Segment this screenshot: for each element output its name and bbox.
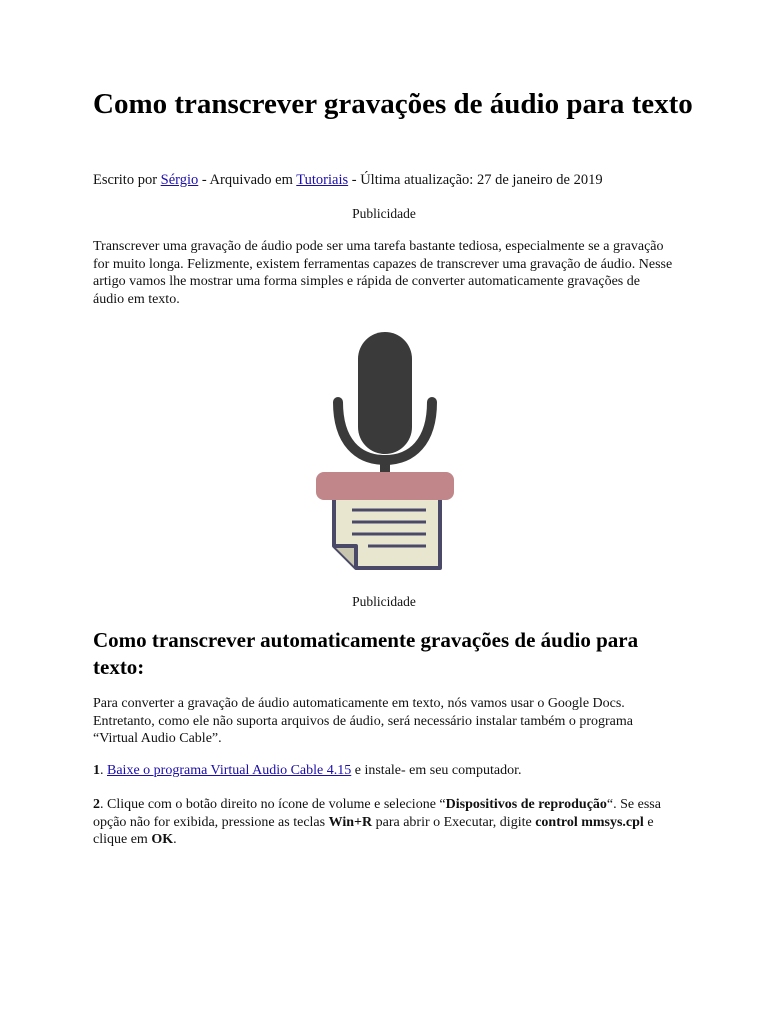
download-virtual-audio-cable-link[interactable]: Baixe o programa Virtual Audio Cable 4.15 — [107, 763, 352, 778]
step-2-text-4: e clique em — [93, 814, 654, 847]
win-r-shortcut: Win+R — [328, 814, 373, 830]
step-1-number: 1 — [93, 763, 100, 778]
ok-label: OK — [151, 832, 174, 847]
step-2-text-5: . — [173, 832, 177, 847]
microphone-document-icon — [312, 330, 458, 579]
ad-label-2: Publicidade — [352, 594, 416, 609]
article-title: Como transcrever gravações de áudio para texto — [93, 88, 693, 120]
intro-paragraph: Transcrever uma gravação de áudio pode ser uma tarefa bastante tediosa, especialmente se a gravação for muito longa. Felizmente, existem ferramentas capazes de transcrever uma gravação de áudio. Nesse artigo vamos lhe mostrar uma forma simples e rápida de converter automaticamente gravações de áudio em texto. — [93, 239, 673, 307]
mmsys-command: control mmsys.cpl — [535, 814, 644, 830]
article-meta — [93, 171, 603, 189]
playback-devices-label: Dispositivos de reprodução — [445, 797, 607, 812]
author-link[interactable]: Sérgio — [160, 172, 199, 188]
step-1-text: e instale- em seu computador. — [351, 763, 522, 778]
written-by-label: Escrito por — [93, 172, 158, 188]
step-2-text-2: “. Se essa opção não for exibida, pressione as teclas — [93, 797, 661, 830]
ad-label: Publicidade — [352, 206, 416, 221]
step-2-text-1: . Clique com o botão direito no ícone de volume e selecione “ — [100, 797, 446, 812]
last-updated: - Última atualização: 27 de janeiro de 2019 — [351, 172, 603, 188]
section-heading: Como transcrever automaticamente gravações de áudio para texto: — [93, 628, 639, 679]
step-2-text-3: para abrir o Executar, digite — [372, 814, 536, 830]
section-intro-paragraph: Para converter a gravação de áudio automaticamente em texto, nós vamos usar o Google Docs. Entretanto, como ele não suporta arquivos de áudio, será necessário instalar também o programa “Virtual Audio Cable”. — [93, 696, 633, 746]
step-1: 1. Baixe o programa Virtual Audio Cable 4.15 e instale- em seu computador. — [93, 763, 522, 778]
step-2-number: 2 — [93, 797, 100, 812]
category-link[interactable]: Tutoriais — [296, 172, 349, 188]
archived-in-label: - Arquivado em — [201, 172, 293, 188]
step-2 — [93, 796, 673, 849]
